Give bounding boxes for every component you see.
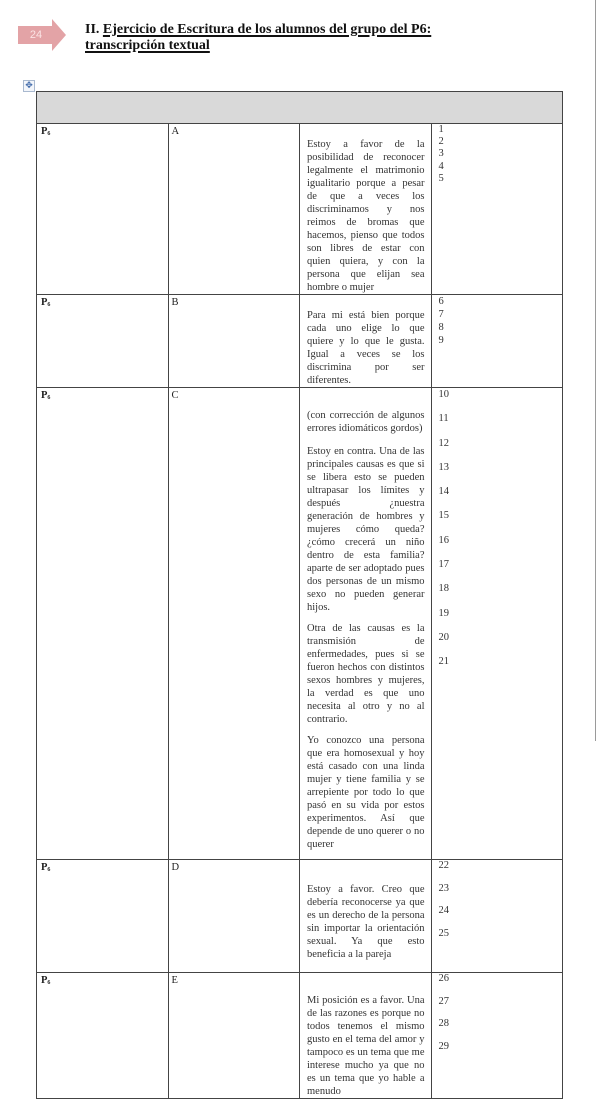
- line-number: 16: [438, 534, 449, 546]
- speaker-label: P: [41, 862, 48, 873]
- student-letter: C: [168, 388, 300, 860]
- line-number: 28: [438, 1018, 449, 1029]
- speaker-cell: [37, 124, 169, 295]
- speaker-label: P: [41, 126, 48, 137]
- line-numbers-cell: [431, 295, 563, 388]
- speaker-subscript: 6: [47, 980, 51, 986]
- transcript-paragraph: Mi posición es a favor. Una de las razones es porque no todos tenemos el mismo gusto en el tema del amor y tampoco es un tema que me interese mucho ya que no es un tema que yo hable a menudo: [307, 995, 425, 1097]
- table-row: [37, 124, 563, 295]
- line-number: 19: [438, 607, 449, 619]
- speaker-label: P: [41, 390, 48, 401]
- table-row: [37, 860, 563, 973]
- speaker-subscript: 6: [47, 395, 51, 401]
- line-number: 3: [438, 148, 444, 160]
- line-number: 13: [438, 461, 449, 473]
- line-number: 18: [438, 583, 449, 595]
- table-row: [37, 295, 563, 388]
- line-number: 24: [438, 905, 449, 916]
- transcript-text-cell: [300, 973, 432, 1099]
- section-title-line1: Ejercicio de Escritura de los alumnos del grupo del P6:: [102, 22, 432, 37]
- section-title: [85, 22, 555, 54]
- speaker-cell: [37, 295, 169, 388]
- transcript-paragraph: Para mi está bien porque cada uno elige lo que quiere y lo que le gusta. Igual a veces se los discrimina por ser diferentes.: [307, 310, 425, 386]
- speaker-label: P: [41, 297, 48, 308]
- line-number: 10: [438, 389, 449, 400]
- line-number: 21: [438, 656, 449, 668]
- line-numbers-cell: [431, 973, 563, 1099]
- line-numbers-cell: [431, 860, 563, 973]
- line-number: 1: [438, 124, 444, 135]
- line-number: 26: [438, 973, 449, 984]
- student-letter: D: [168, 860, 300, 973]
- transcript-text-cell: [300, 295, 432, 388]
- line-number: 11: [438, 413, 449, 425]
- student-letter: B: [168, 295, 300, 388]
- line-number: 14: [438, 486, 449, 498]
- student-letter: E: [168, 973, 300, 1099]
- page-edge-line: [595, 0, 596, 741]
- line-number: 2: [438, 136, 444, 148]
- speaker-subscript: 6: [47, 131, 51, 137]
- table-header-row: [37, 92, 563, 124]
- transcript-paragraph: Otra de las causas es la transmisión de enfermedades, pues si se fueron hechos con distintos sexos hombres y mujeres, la verdad es que uno necesita al otro y no al contrario.: [307, 623, 425, 725]
- speaker-label: P: [41, 975, 48, 986]
- line-number: 25: [438, 927, 449, 939]
- speaker-subscript: 6: [47, 867, 51, 873]
- line-number: 15: [438, 510, 449, 522]
- line-number: 8: [438, 322, 444, 333]
- line-number: 20: [438, 631, 449, 643]
- transcript-text-cell: [300, 124, 432, 295]
- line-number: 29: [438, 1040, 449, 1052]
- speaker-cell: [37, 973, 169, 1099]
- table-row: [37, 973, 563, 1099]
- transcript-paragraph: Estoy a favor. Creo que debería reconocerse ya que es un derecho de la persona sin importar la orientación sexual. Ya que esto beneficia a la pareja: [307, 884, 425, 960]
- line-number: 7: [438, 309, 444, 320]
- line-numbers-cell: [431, 124, 563, 295]
- line-number: 27: [438, 995, 449, 1007]
- page-number: 24: [29, 29, 43, 41]
- line-number: 9: [438, 335, 444, 346]
- line-numbers-cell: [431, 388, 563, 860]
- student-letter: A: [168, 124, 300, 295]
- line-number: 22: [438, 860, 449, 871]
- line-number: 4: [438, 160, 444, 172]
- section-title-line2: transcripción textual: [85, 38, 210, 53]
- line-number: 12: [438, 437, 449, 449]
- transcript-paragraph: (con corrección de algunos errores idiomáticos gordos): [307, 410, 425, 434]
- line-number: 17: [438, 559, 449, 571]
- line-number: 6: [438, 296, 444, 307]
- section-title-prefix: II.: [85, 22, 103, 37]
- table-row: [37, 388, 563, 860]
- speaker-cell: [37, 860, 169, 973]
- transcript-text-cell: [300, 388, 432, 860]
- transcript-text-cell: [300, 860, 432, 973]
- table-header-cell: [37, 92, 563, 124]
- line-number: 23: [438, 882, 449, 894]
- transcript-paragraph: Yo conozco una persona que era homosexual y hoy está casado con una linda mujer y tiene familia y se arrepiente por todo lo que pasó en su vida por estos experimentos. Así que depende de uno querer o no querer: [307, 735, 425, 850]
- speaker-cell: [37, 388, 169, 860]
- transcript-table: [36, 91, 563, 1099]
- table-move-handle-icon[interactable]: ✥: [23, 80, 35, 92]
- speaker-subscript: 6: [47, 302, 51, 308]
- transcript-paragraph: Estoy en contra. Una de las principales causas es que si se libera esto se pueden ultrapasar los límites y después ¿nuestra generación de hombres y mujeres cómo queda? ¿cómo crecerá un niño dentro de esta familia? aparte de ser adoptado pues dos personas de un mismo sexo no pueden generar hijos.: [307, 446, 425, 613]
- transcript-paragraph: Estoy a favor de la posibilidad de reconocer legalmente el matrimonio igualitario porque a pesar de que a veces los discriminamos y nos reimos de bromas que hacemos, pienso que todos son libres de estar con quien quiera, y con la persona que elijan sea hombre o mujer: [307, 139, 425, 293]
- line-number: 5: [438, 172, 444, 184]
